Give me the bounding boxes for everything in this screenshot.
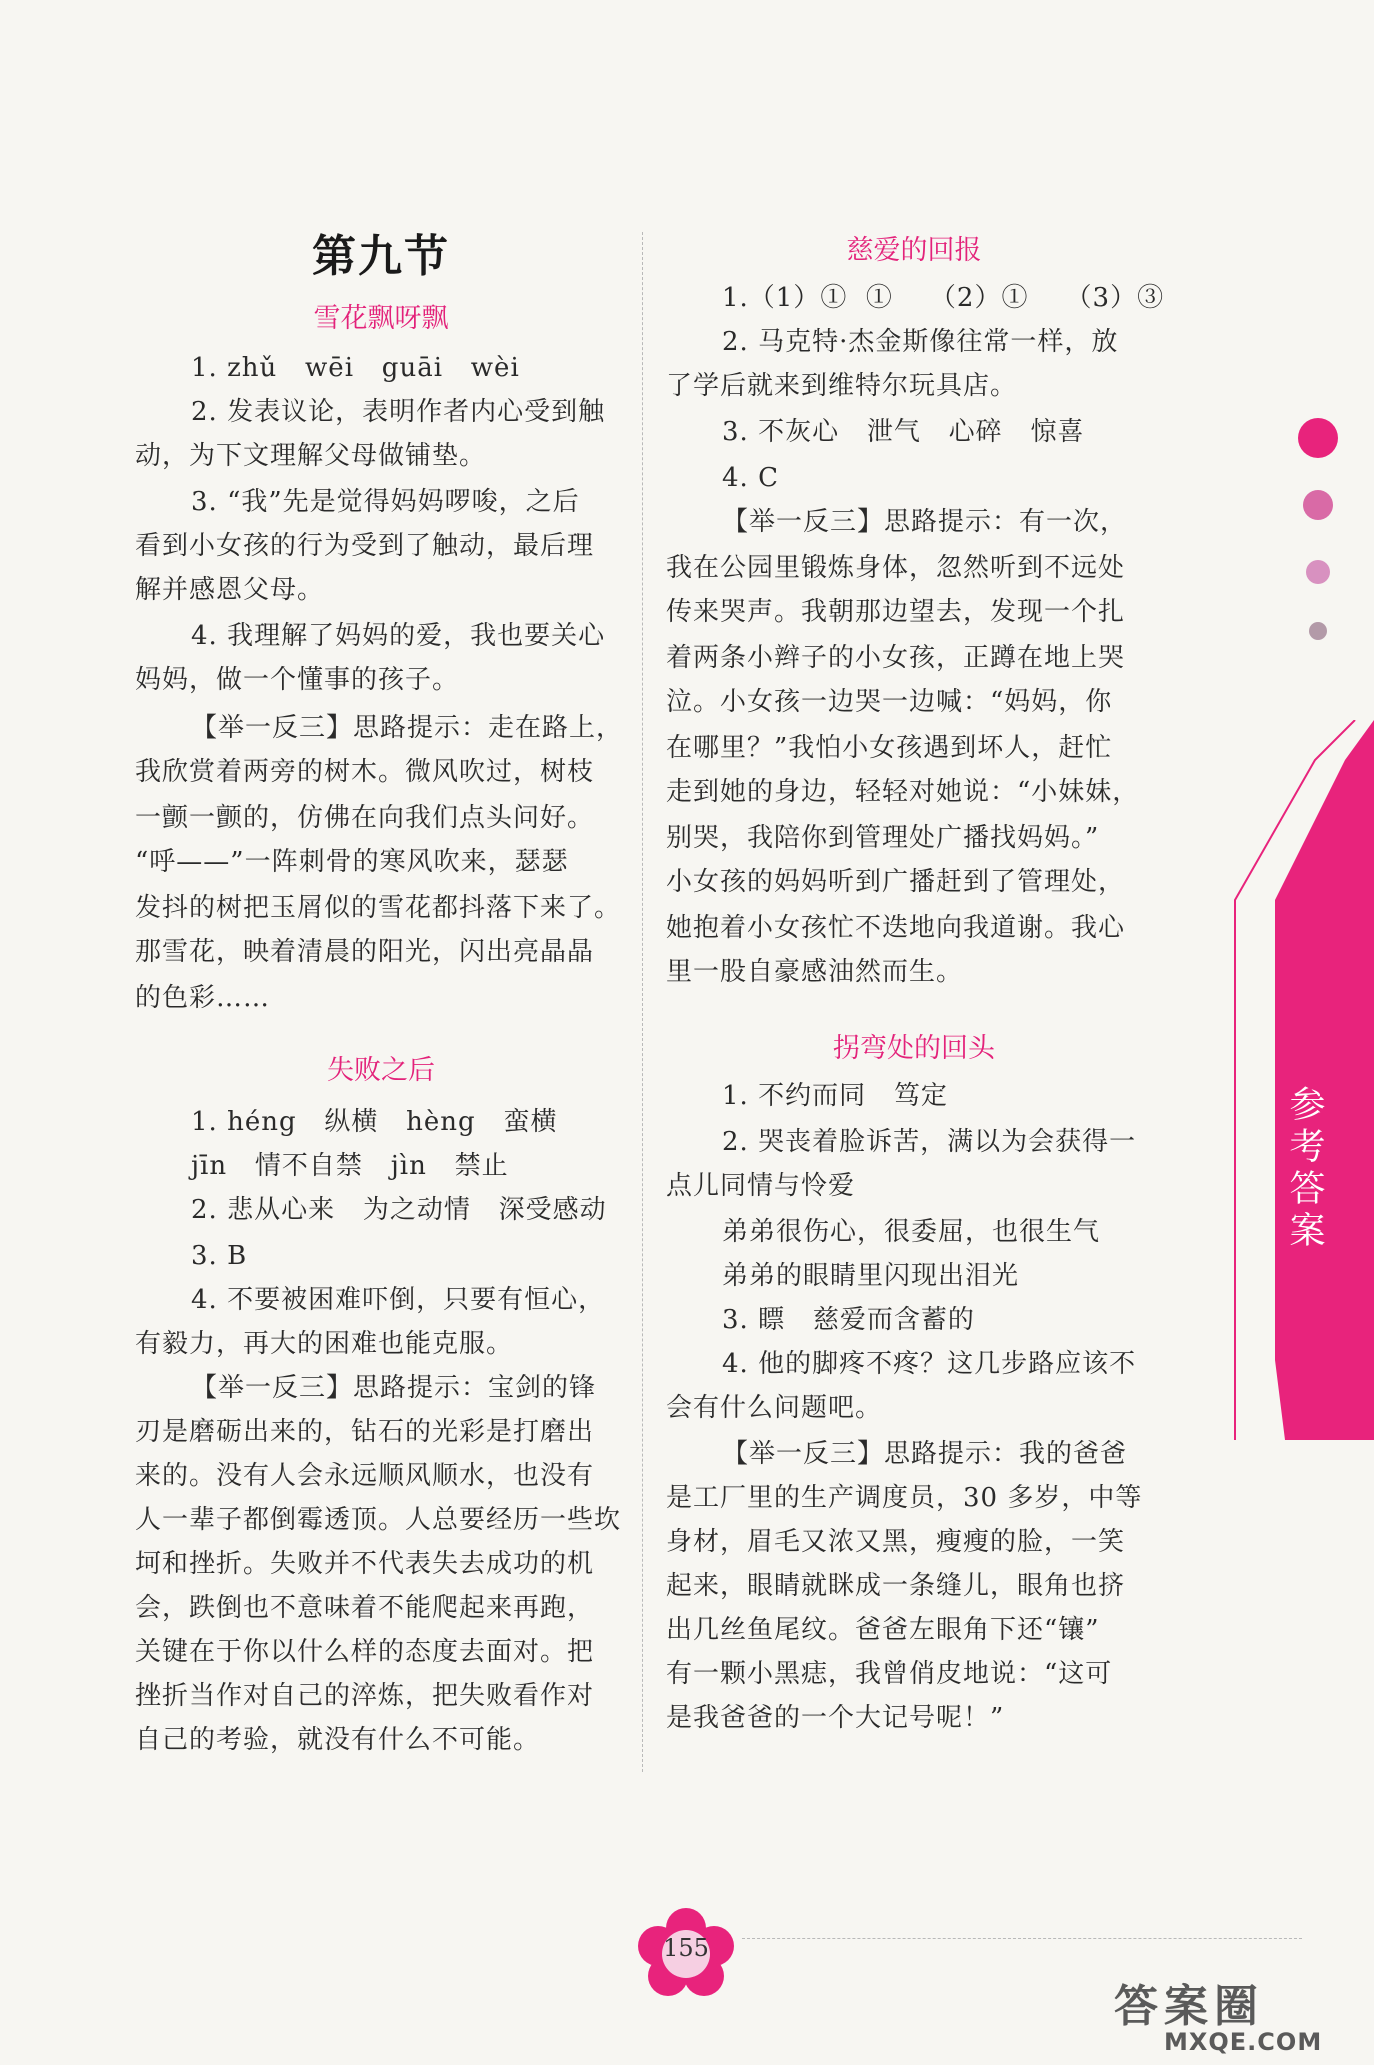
answer-line: 有一颗小黑痣，我曾俏皮地说：“这可 [666,1659,1113,1689]
answer-line: 3. 瞟 慈爱而含蓄的 [722,1305,975,1335]
decor-dot [1309,622,1327,640]
answer-line: 走到她的身边，轻轻对她说：“小妹妹， [666,777,1140,807]
answer-line: 2. 发表议论，表明作者内心受到触 [191,397,606,427]
answer-line: 4. 不要被困难吓倒，只要有恒心， [191,1285,606,1315]
answer-line: 出几丝鱼尾纹。爸爸左眼角下还“镶” [666,1615,1100,1645]
footer-rule [742,1938,1302,1939]
column-divider [642,232,643,1772]
answer-line: 会，跌倒也不意味着不能爬起来再跑， [135,1593,595,1623]
answer-line: 【举一反三】思路提示：我的爸爸 [722,1439,1128,1469]
watermark [1104,1970,1364,2060]
answer-line: 2. 马克特·杰金斯像往常一样，放 [722,327,1119,357]
watermark-url: MXQE.COM [1164,2028,1323,2056]
heading-ciai: 慈爱的回报 [846,235,982,266]
answer-line: 起来，眼睛就眯成一条缝儿，眼角也挤 [666,1571,1126,1601]
answer-line: 点儿同情与怜爱 [666,1171,856,1201]
answer-line: 4. C [722,463,779,493]
answer-line: 里一股自豪感油然而生。 [666,957,964,987]
answer-line: 挫折当作对自己的淬炼，把失败看作对 [135,1681,595,1711]
answer-line: 1.（1）① ① （2）① （3）③ [722,283,1165,313]
answer-line: 人一辈子都倒霉透顶。人总要经历一些坎 [135,1505,622,1535]
answer-line: 3. 不灰心 泄气 心碎 惊喜 [722,417,1085,447]
answer-line: 3. B [191,1241,248,1271]
answer-line: 会有什么问题吧。 [666,1393,883,1423]
page-number-badge [638,1906,734,1998]
answer-line: 着两条小辫子的小女孩，正蹲在地上哭 [666,643,1126,673]
answer-line: 关键在于你以什么样的态度去面对。把 [135,1637,595,1667]
watermark-title: 答案圈 [1114,1981,1264,2032]
answer-line: 刃是磨砺出来的，钻石的光彩是打磨出 [135,1417,595,1447]
side-tab [1225,720,1374,1440]
answer-line: jīn 情不自禁 jìn 禁止 [191,1151,509,1181]
answer-line: 2. 哭丧着脸诉苦，满以为会获得一 [722,1127,1137,1157]
answer-line: 别哭，我陪你到管理处广播找妈妈。” [666,823,1100,853]
answer-line: 弟弟很伤心，很委屈，也很生气 [722,1217,1101,1247]
answer-line: 她抱着小女孩忙不迭地向我道谢。我心 [666,913,1126,943]
answer-line: 妈妈，做一个懂事的孩子。 [135,665,460,695]
answer-line: 一颤一颤的，仿佛在向我们点头问好。 [135,803,595,833]
answer-line: 了学后就来到维特尔玩具店。 [666,371,1018,401]
heading-guaiwan: 拐弯处的回头 [833,1033,995,1064]
answer-line: 1. 不约而同 笃定 [722,1081,948,1111]
answer-line: 3. “我”先是觉得妈妈啰唆，之后 [191,487,580,517]
page-number: 155 [663,1934,709,1962]
answer-line: 1. héng 纵横 hèng 蛮横 [191,1107,558,1137]
answer-line: 2. 悲从心来 为之动情 深受感动 [191,1195,607,1225]
side-tab-label: 参考答案 [1284,1085,1325,1253]
answer-line: 4. 他的脚疼不疼？这几步路应该不 [722,1349,1137,1379]
answer-line: 看到小女孩的行为受到了触动，最后理 [135,531,595,561]
answer-line: 1. zhǔ wēi guāi wèi [191,353,520,383]
answer-line: 弟弟的眼睛里闪现出泪光 [722,1261,1020,1291]
decor-dot [1306,560,1330,584]
answer-line: 小女孩的妈妈听到广播赶到了管理处， [666,867,1126,897]
heading-xuehua: 雪花飘呀飘 [313,303,449,334]
answer-line: 泣。小女孩一边哭一边喊：“妈妈，你 [666,687,1113,717]
answer-line: 是工厂里的生产调度员，30 多岁，中等 [666,1483,1143,1513]
answer-line: 来的。没有人会永远顺风顺水，也没有 [135,1461,595,1491]
answer-line: 自己的考验，就没有什么不可能。 [135,1725,541,1755]
answer-line: 坷和挫折。失败并不代表失去成功的机 [135,1549,595,1579]
answer-line: 动，为下文理解父母做铺垫。 [135,441,487,471]
answer-line: 传来哭声。我朝那边望去，发现一个扎 [666,597,1126,627]
answer-line: 【举一反三】思路提示：走在路上， [191,713,624,743]
answer-line: 的色彩…… [135,983,271,1013]
answer-line: 解并感恩父母。 [135,575,325,605]
answer-line: 【举一反三】思路提示：宝剑的锋 [191,1373,597,1403]
answer-line: 我在公园里锻炼身体，忽然听到不远处 [666,553,1126,583]
heading-shibai: 失败之后 [327,1055,435,1086]
answer-line: 在哪里？”我怕小女孩遇到坏人，赶忙 [666,733,1113,763]
answer-line: 发抖的树把玉屑似的雪花都抖落下来了。 [135,893,622,923]
answer-line: 是我爸爸的一个大记号呢！” [666,1703,1005,1733]
answer-line: 【举一反三】思路提示：有一次， [722,507,1128,537]
decor-dot [1303,490,1333,520]
answer-line: “呼——”一阵刺骨的寒风吹来，瑟瑟 [135,847,569,877]
answer-line: 我欣赏着两旁的树木。微风吹过，树枝 [135,757,595,787]
answer-line: 那雪花，映着清晨的阳光，闪出亮晶晶 [135,937,595,967]
section-title: 第九节 [312,231,450,282]
decor-dot [1298,418,1338,458]
answer-line: 4. 我理解了妈妈的爱，我也要关心 [191,621,606,651]
answer-line: 身材，眉毛又浓又黑，瘦瘦的脸，一笑 [666,1527,1126,1557]
answer-line: 有毅力，再大的困难也能克服。 [135,1329,514,1359]
